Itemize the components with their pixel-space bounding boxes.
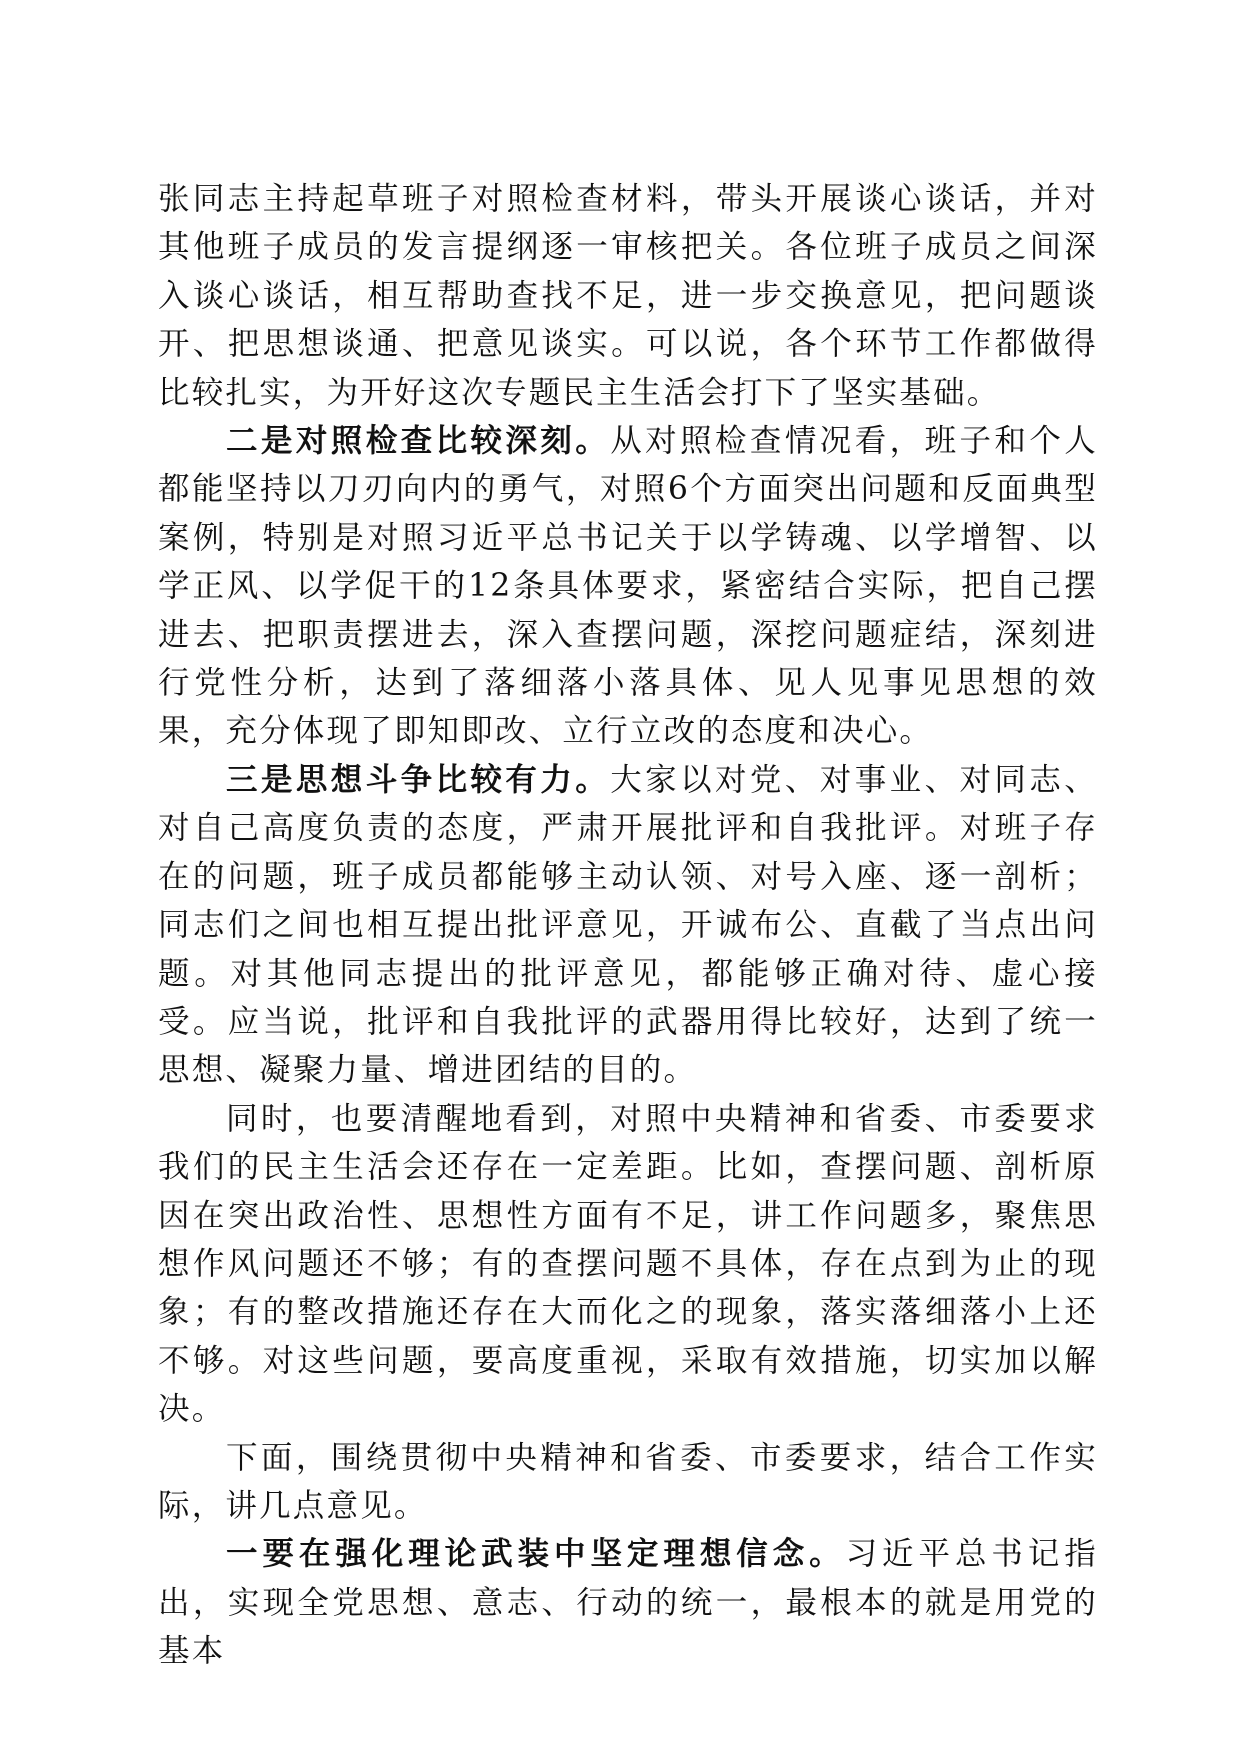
paragraph-2-heading: 二是对照检查比较深刻。 bbox=[226, 422, 611, 460]
paragraph-3 bbox=[158, 756, 1098, 1095]
paragraph-5 bbox=[158, 1434, 1098, 1531]
paragraph-2-text: 从对照检查情况看，班子和个人都能坚持以刀刃向内的勇气，对照6个方面突出问题和反面典型案例，特别是对照习近平总书记关于以学铸魂、以学增智、以学正风、以学促干的12条具体要求，紧密结合实际，把自己摆进去、把职责摆进去，深入查摆问题，深挖问题症结，深刻进行党性分析，达到了落细落小落具体、见人见事见思想的效果，充分体现了即知即改、立行立改的态度和决心。 bbox=[158, 423, 1098, 750]
paragraph-3-heading: 三是思想斗争比较有力。 bbox=[226, 760, 611, 798]
paragraph-5-text: 下面，围绕贯彻中央精神和省委、市委要求，结合工作实际，讲几点意见。 bbox=[158, 1439, 1098, 1524]
paragraph-1 bbox=[158, 175, 1098, 417]
paragraph-4-text: 同时，也要清醒地看到，对照中央精神和省委、市委要求我们的民主生活会还存在一定差距。比如，查摆问题、剖析原因在突出政治性、思想性方面有不足，讲工作问题多，聚焦思想作风问题还不够；有的查摆问题不具体，存在点到为止的现象；有的整改措施还存在大而化之的现象，落实落细落小上还不够。对这些问题，要高度重视，采取有效措施，切实加以解决。 bbox=[158, 1100, 1098, 1428]
paragraph-6-heading: 一要在强化理论武装中坚定理想信念。 bbox=[226, 1535, 846, 1573]
paragraph-6 bbox=[158, 1530, 1098, 1675]
paragraph-2 bbox=[158, 417, 1098, 756]
paragraph-3-text: 大家以对党、对事业、对同志、对自己高度负责的态度，严肃开展批评和自我批评。对班子存在的问题，班子成员都能够主动认领、对号入座、逐一剖析；同志们之间也相互提出批评意见，开诚布公、直截了当点出问题。对其他同志提出的批评意见，都能够正确对待、虚心接受。应当说，批评和自我批评的武器用得比较好，达到了统一思想、凝聚力量、增进团结的目的。 bbox=[158, 761, 1098, 1089]
document-page bbox=[158, 175, 1098, 1676]
paragraph-1-text: 张同志主持起草班子对照检查材料，带头开展谈心谈话，并对其他班子成员的发言提纲逐一审核把关。各位班子成员之间深入谈心谈话，相互帮助查找不足，进一步交换意见，把问题谈开、把思想谈通、把意见谈实。可以说，各个环节工作都做得比较扎实，为开好这次专题民主生活会打下了坚实基础。 bbox=[158, 181, 1098, 411]
paragraph-4 bbox=[158, 1095, 1098, 1434]
paragraph-6-text: 习近平总书记指出，实现全党思想、意志、行动的统一，最根本的就是用党的基本 bbox=[158, 1536, 1098, 1670]
